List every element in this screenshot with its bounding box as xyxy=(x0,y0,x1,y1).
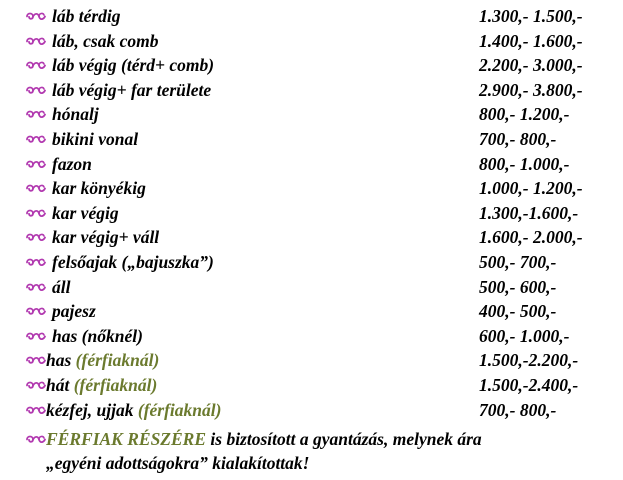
list-item xyxy=(26,299,616,324)
swirl-bullet-icon xyxy=(26,29,48,53)
item-price: 1.300,- 1.500,- xyxy=(479,6,583,26)
item-label: kar könyékig xyxy=(52,178,146,199)
list-item xyxy=(26,53,616,78)
swirl-bullet-icon xyxy=(26,225,48,249)
item-label: hónalj xyxy=(52,104,99,125)
swirl-bullet-icon xyxy=(26,152,48,176)
footer-highlight: FÉRFIAK RÉSZÉRE xyxy=(46,429,207,449)
item-price: 800,- 1.000,- xyxy=(479,153,570,174)
list-item xyxy=(26,4,616,29)
item-label xyxy=(46,373,157,398)
item-note: (férfiaknál) xyxy=(137,399,222,420)
swirl-bullet-icon xyxy=(26,299,48,323)
item-label: fazon xyxy=(52,153,92,174)
swirl-bullet-icon xyxy=(26,398,48,422)
item-price: 2.900,- 3.800,- xyxy=(479,79,583,100)
list-item-male xyxy=(26,398,616,423)
list-item xyxy=(26,102,616,127)
item-name: kézfej, ujjak xyxy=(46,399,134,420)
item-note: (férfiaknál) xyxy=(73,374,158,395)
swirl-bullet-icon xyxy=(26,275,48,299)
footer-note xyxy=(26,427,616,475)
item-price: 1.500,-2.400,- xyxy=(479,374,579,395)
swirl-bullet-icon xyxy=(26,78,48,102)
item-price: 1.000,- 1.200,- xyxy=(479,178,583,199)
swirl-bullet-icon xyxy=(26,176,48,200)
item-price: 1.300,-1.600,- xyxy=(479,202,579,223)
item-label: kar végig xyxy=(52,202,119,223)
item-label xyxy=(46,348,159,373)
footer-line2: „egyéni adottságokra” kialakítottak! xyxy=(46,453,310,473)
item-price: 700,- 800,- xyxy=(479,399,557,420)
list-item xyxy=(26,78,616,103)
swirl-bullet-icon xyxy=(26,324,48,348)
list-item-male xyxy=(26,348,616,373)
item-name: has xyxy=(46,350,72,371)
item-price: 2.200,- 3.000,- xyxy=(479,55,583,76)
item-label: láb végig (térd+ comb) xyxy=(52,55,215,76)
list-item xyxy=(26,225,616,250)
swirl-bullet-icon xyxy=(26,201,48,225)
swirl-bullet-icon xyxy=(26,53,48,77)
item-price: 500,- 600,- xyxy=(479,276,557,297)
item-price: 1.400,- 1.600,- xyxy=(479,30,583,51)
item-label: áll xyxy=(52,276,71,297)
list-item xyxy=(26,250,616,275)
list-item xyxy=(26,275,616,300)
item-price: 1.500,-2.200,- xyxy=(479,350,579,371)
list-item xyxy=(26,176,616,201)
item-label: bikini vonal xyxy=(52,128,139,149)
item-price: 1.600,- 2.000,- xyxy=(479,227,583,248)
list-item xyxy=(26,29,616,54)
list-item xyxy=(26,201,616,226)
swirl-bullet-icon xyxy=(26,250,48,274)
swirl-bullet-icon xyxy=(26,373,48,397)
item-note: (férfiaknál) xyxy=(75,350,160,371)
item-name: hát xyxy=(46,374,70,395)
swirl-bullet-icon xyxy=(26,4,48,28)
list-item xyxy=(26,324,616,349)
list-item xyxy=(26,127,616,152)
item-label xyxy=(46,398,221,423)
item-label: láb végig+ far területe xyxy=(52,79,212,100)
item-label: kar végig+ váll xyxy=(52,227,160,248)
footer-line1: is biztosított a gyantázás, melynek ára xyxy=(206,429,482,449)
item-label: has (nőknél) xyxy=(52,325,143,346)
item-label: láb térdig xyxy=(52,6,121,26)
item-price: 400,- 500,- xyxy=(479,301,557,322)
swirl-bullet-icon xyxy=(26,102,48,126)
item-price: 500,- 700,- xyxy=(479,251,557,272)
swirl-bullet-icon xyxy=(26,348,48,372)
swirl-bullet-icon xyxy=(26,427,48,451)
list-item-male xyxy=(26,373,616,398)
item-price: 700,- 800,- xyxy=(479,128,557,149)
item-price: 800,- 1.200,- xyxy=(479,104,570,125)
item-label: pajesz xyxy=(52,301,96,322)
price-list xyxy=(26,4,616,422)
item-price: 600,- 1.000,- xyxy=(479,325,570,346)
item-label: láb, csak comb xyxy=(52,30,159,51)
list-item xyxy=(26,152,616,177)
swirl-bullet-icon xyxy=(26,127,48,151)
item-label: felsőajak („bajuszka”) xyxy=(52,251,214,272)
